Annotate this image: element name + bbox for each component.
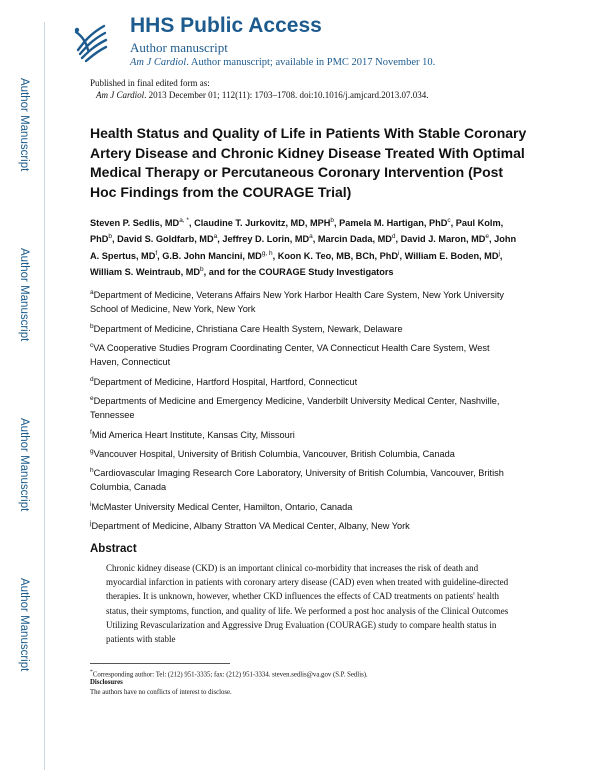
affiliation-text: McMaster University Medical Center, Hamilton, Ontario, Canada (91, 502, 353, 513)
affiliation-item (90, 517, 510, 533)
affiliation-marker: a (90, 289, 94, 296)
affiliation-text: Departments of Medicine and Emergency Medicine, Vanderbilt University Medical Center, Nashville, Tennessee (90, 396, 500, 421)
disclosures-text: The authors have no conflicts of interest to disclose. (90, 689, 232, 696)
side-label-author-manuscript: Author Manuscript (18, 78, 30, 172)
author-manuscript-label: Author manuscript (130, 40, 228, 55)
affiliation-text: Department of Medicine, Veterans Affairs New York Harbor Health Care System, New York University School of Medicine, New York, New York (90, 290, 505, 315)
author-name: David S. Goldfarb, MD (117, 234, 214, 245)
footnote-divider (90, 663, 230, 664)
author-name: Pamela M. Hartigan, PhD (339, 218, 448, 229)
hhs-public-access-title: HHS Public Access (130, 14, 322, 37)
citation-details: . 2013 December 01; 112(11): 1703–1708. doi:10.1016/j.amjcard.2013.07.034. (144, 90, 429, 100)
corresponding-author-note (90, 668, 368, 679)
author-affiliation-marker: a, * (179, 217, 189, 224)
affiliation-text: Department of Medicine, Albany Stratton VA Medical Center, Albany, New York (91, 521, 410, 532)
citation-journal: Am J Cardiol (96, 90, 145, 100)
side-label-author-manuscript: Author Manuscript (18, 418, 30, 512)
author-affiliation-marker: d (391, 233, 396, 241)
author-name: Koon K. Teo, MB, BCh, PhD (277, 251, 399, 261)
footnote-marker: * (90, 669, 93, 675)
disclosures-heading: Disclosures (90, 679, 123, 686)
author-affiliation-marker: c (447, 217, 451, 224)
affiliation-marker: g (90, 448, 94, 455)
author-affiliation-marker: a (309, 233, 313, 241)
affiliation-marker: h (90, 467, 94, 474)
publication-info (90, 77, 428, 101)
author-name: William E. Boden, MD (404, 251, 499, 261)
affiliation-text: Vancouver Hospital, University of British Columbia, Vancouver, British Columbia, Canada (93, 449, 455, 460)
author-affiliation-marker: g, h (261, 249, 273, 257)
hhs-eagle-logo-icon (72, 20, 112, 66)
affiliation-marker: i (90, 501, 92, 508)
published-label: Published in final edited form as: (90, 78, 210, 88)
corresponding-text: Corresponding author: Tel: (212) 951-3335; fax: (212) 951-3334. steven.sedlis@va.gov (S.P. Sedlis). (92, 671, 368, 679)
citation (90, 89, 428, 101)
author-name: David J. Maron, MD (400, 234, 486, 245)
author-name: William S. Weintraub, MD (90, 267, 201, 278)
author-name: Steven P. Sedlis, MD (90, 218, 180, 229)
side-label-author-manuscript: Author Manuscript (18, 578, 30, 672)
affiliation-marker: f (90, 429, 92, 436)
author-affiliation-marker: b (330, 217, 334, 224)
affiliation-text: Mid America Heart Institute, Kansas City, Missouri (91, 430, 295, 441)
author-name: Paul Kolm, PhD (90, 218, 504, 245)
author-name: John A. Spertus, MD (90, 234, 517, 261)
author-name: Jeffrey D. Lorin, MD (222, 234, 310, 245)
affiliation-item (90, 392, 510, 422)
author-name: Marcin Dada, MD (317, 234, 392, 245)
affiliation-item (90, 286, 510, 316)
author-list: Steven P. Sedlis, $MD^{a, *}$, Claudine T. Jurkovitz, MD, MPH$^b$, Pamela M. Hartigan, PhD$^c$, Paul Kolm, PhD$^b$, David S. Goldfarb, $MD^a$, Jeffrey D. Lorin, $MD^a$, Marcin Dada, $MD^d$, David J. Maron, MDe, John A. Spertus, $MD^f$, G.B. John Mancini, MD$^{g, h}$, Koon K. Teo, MB, BCh, PhD$^i$, William E. Boden, $MD^j$, William S. Weintraub, $MD^b$, and for the COURAGE Study Investigators (90, 217, 517, 278)
affiliation-marker: e (90, 395, 94, 402)
study-investigators: and for the COURAGE Study Investigators (208, 267, 394, 278)
affiliation-text: Department of Medicine, Hartford Hospital, Hartford, Connecticut (93, 377, 358, 388)
affiliation-text: Cardiovascular Imaging Research Core Laboratory, University of British Columbia, Vancouver, British Columbia, Canada (90, 468, 504, 493)
affiliation-marker: d (90, 376, 94, 383)
author-name: Claudine T. Jurkovitz, MD, MPH (194, 218, 331, 229)
pmc-availability (130, 57, 435, 68)
affiliation-item (90, 498, 510, 514)
affiliation-text: Department of Medicine, Christiana Care Health System, Newark, Delaware (93, 324, 403, 335)
abstract-heading: Abstract (90, 543, 137, 555)
author-name: G.B. John Mancini, MD (162, 251, 262, 261)
affiliation-item (90, 339, 510, 369)
author-affiliation-marker: j (498, 249, 500, 257)
author-affiliation-marker: e (485, 233, 489, 241)
availability-text: . Author manuscript; available in PMC 2017 November 10. (186, 57, 436, 68)
author-affiliation-marker: a (213, 233, 218, 241)
side-label-author-manuscript: Author Manuscript (18, 248, 30, 342)
affiliation-item (90, 426, 510, 442)
affiliation-item (90, 445, 510, 461)
affiliation-item (90, 464, 510, 494)
abstract-text: Chronic kidney disease (CKD) is an important clinical co-morbidity that increases the risk of death and myocardial infarction in patients with coronary artery disease (CAD) even when treated with guideline-directed therapies. It is unknown, however, whether CKD influences the effects of CAD treatments on patients' health status, their symptoms, function, and quality of life. We performed a post hoc analysis of the Clinical Outcomes Utilizing Revascularization and Aggressive Drug Evaluation (COURAGE) study to compare health status in patients with stable (106, 563, 509, 645)
margin-divider (44, 22, 45, 770)
affiliation-marker: c (90, 342, 94, 349)
affiliation-item (90, 373, 510, 389)
author-affiliation-marker: f (155, 249, 158, 257)
affiliation-item (90, 320, 510, 336)
author-affiliation-marker: b (108, 233, 112, 241)
page-title: Health Status and Quality of Life in Patients With Stable Coronary Artery Disease and Chronic Kidney Disease Treated With Optimal Medical Therapy or Percutaneous Coronary Intervention (Post Hoc Findings from the COURAGE Trial) (90, 125, 527, 200)
affiliation-text: VA Cooperative Studies Program Coordinating Center, VA Connecticut Health Care System, West Haven, Connecticut (90, 343, 490, 368)
author-affiliation-marker: i (398, 249, 400, 257)
affiliation-marker: j (90, 520, 92, 527)
journal-name: Am J Cardiol (130, 57, 187, 68)
author-affiliation-marker: b (200, 266, 204, 274)
affiliation-marker: b (90, 323, 94, 330)
